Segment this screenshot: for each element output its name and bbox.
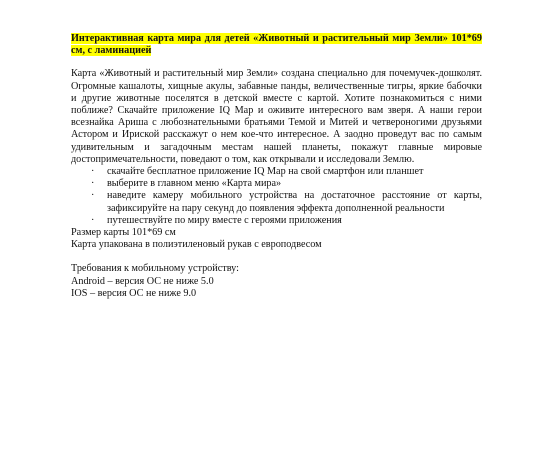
- bullet-icon: ·: [91, 166, 95, 178]
- packaging-line: Карта упакована в полиэтиленовый рукав с европодвесом: [71, 239, 322, 251]
- document-body: [71, 33, 482, 300]
- instruction-list: [71, 166, 482, 227]
- description-paragraph: Карта «Животный и растительный мир Земли» создана специально для почемучек-дошколят. Огромные кашалоты, хищные акулы, забавные панды, величественные тигры, яркие бабочки и другие животные поселятся в детской вместе с картой. Хотите познакомиться с ними поближе? Скачайте приложение IQ Map и оживите интересного вам зверя. А наши герои всезнайка Ариша с любознательными братьями Темой и Митей и четвероногими друзьями Астором и Ириской расскажут о нем кое-что интересное. А заодно проведут вас по самым удивительным и загадочным местам нашей планеты, покажут главные мировые достопримечательности, поведают о том, как открывали и исследовали Землю.: [71, 68, 482, 165]
- list-item: [71, 190, 482, 214]
- list-item-text: наведите камеру мобильного устройства на достаточное расстояние от карты, зафиксируйте на пару секунд до появления эффекта дополненной реальности: [107, 190, 482, 214]
- list-item-text: выберите в главном меню «Карта мира»: [107, 178, 282, 190]
- blank-line: [71, 251, 482, 263]
- bullet-icon: ·: [91, 214, 95, 226]
- highlighted-title-text: Интерактивная карта мира для детей «Животный и растительный мир Земли» 101*69 см, с ламинацией: [71, 33, 482, 57]
- list-item: [71, 166, 482, 178]
- ios-requirement: IOS – версия ОС не ниже 9.0: [71, 287, 197, 299]
- bullet-icon: ·: [91, 178, 95, 190]
- requirements-heading: Требования к мобильному устройству:: [71, 263, 239, 275]
- list-item: [71, 178, 482, 190]
- bullet-icon: ·: [91, 190, 95, 202]
- document-title: [71, 33, 482, 57]
- list-item: [71, 215, 482, 227]
- android-requirement: Android – версия ОС не ниже 5.0: [71, 275, 214, 287]
- map-size-line: Размер карты 101*69 см: [71, 227, 176, 239]
- list-item-text: скачайте бесплатное приложение IQ Map на свой смартфон или планшет: [107, 166, 424, 178]
- list-item-text: путешествуйте по миру вместе с героями приложения: [107, 214, 342, 226]
